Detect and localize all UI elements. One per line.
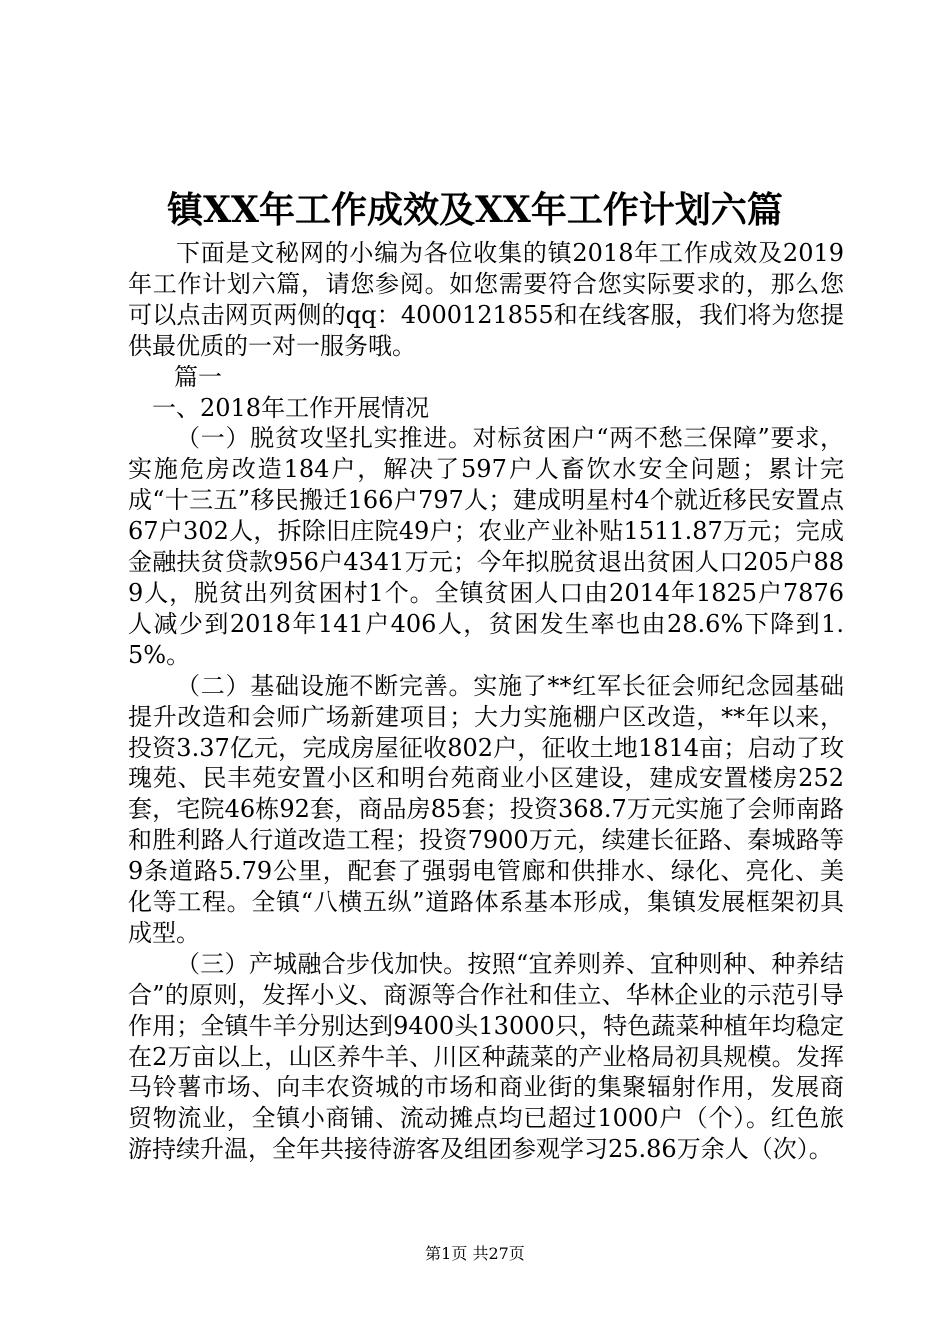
document-title: 镇XX年工作成效及XX年工作计划六篇 [167, 189, 783, 231]
chapter-label: 篇一 [174, 362, 222, 391]
document-body [128, 238, 844, 1165]
body-paragraph-3: （三）产城融合步伐加快。按照“宜养则养、宜种则种、种养结合”的原则，发挥小义、商源等合作社和佳立、华林企业的示范引导作用；全镇牛羊分别达到9400头13000只，特色蔬菜种植年均稳定在2万亩以上，山区养牛羊、川区种蔬菜的产业格局初具规模。发挥马铃薯市场、向丰农资城的市场和商业街的集聚辐射作用，发展商贸物流业，全镇小商铺、流动摊点均已超过1000户（个）。红色旅游持续升温，全年共接待游客及组团参观学习25.86万余人（次）。 [128, 949, 844, 1164]
page-footer: 第1页 共27页 [425, 1244, 525, 1263]
section-heading: 一、2018年工作开展情况 [152, 393, 430, 422]
intro-paragraph: 下面是文秘网的小编为各位收集的镇2018年工作成效及2019年工作计划六篇，请您参阅。如您需要符合您实际要求的，那么您可以点击网页两侧的qq：4000121855和在线客服，我们将为您提供最优质的一对一服务哦。 [128, 239, 844, 360]
body-paragraph-2: （二）基础设施不断完善。实施了**红军长征会师纪念园基础提升改造和会师广场新建项目；大力实施棚户区改造，**年以来，投资3.37亿元，完成房屋征收802户，征收土地1814亩；启动了玫瑰苑、民丰苑安置小区和明台苑商业小区建设，建成安置楼房252套，宅院46栋92套，商品房85套；投资368.7万元实施了会师南路和胜利路人行道改造工程；投资7900万元，续建长征路、秦城路等9条道路5.79公里，配套了强弱电管廊和供排水、绿化、亮化、美化等工程。全镇“八横五纵”道路体系基本形成，集镇发展框架初具成型。 [128, 671, 844, 947]
body-paragraph-1: （一）脱贫攻坚扎实推进。对标贫困户“两不愁三保障”要求，实施危房改造184户，解决了597户人畜饮水安全问题；累计完成“十三五”移民搬迁166户797人；建成明星村4个就近移民安置点67户302人，拆除旧庄院49户；农业产业补贴1511.87万元；完成金融扶贫贷款956户4341万元；今年拟脱贫退出贫困人口205户889人，脱贫出列贫困村1个。全镇贫困人口由2014年1825户7876人减少到2018年141户406人，贫困发生率也由28.6%下降到1.5%。 [128, 424, 844, 669]
